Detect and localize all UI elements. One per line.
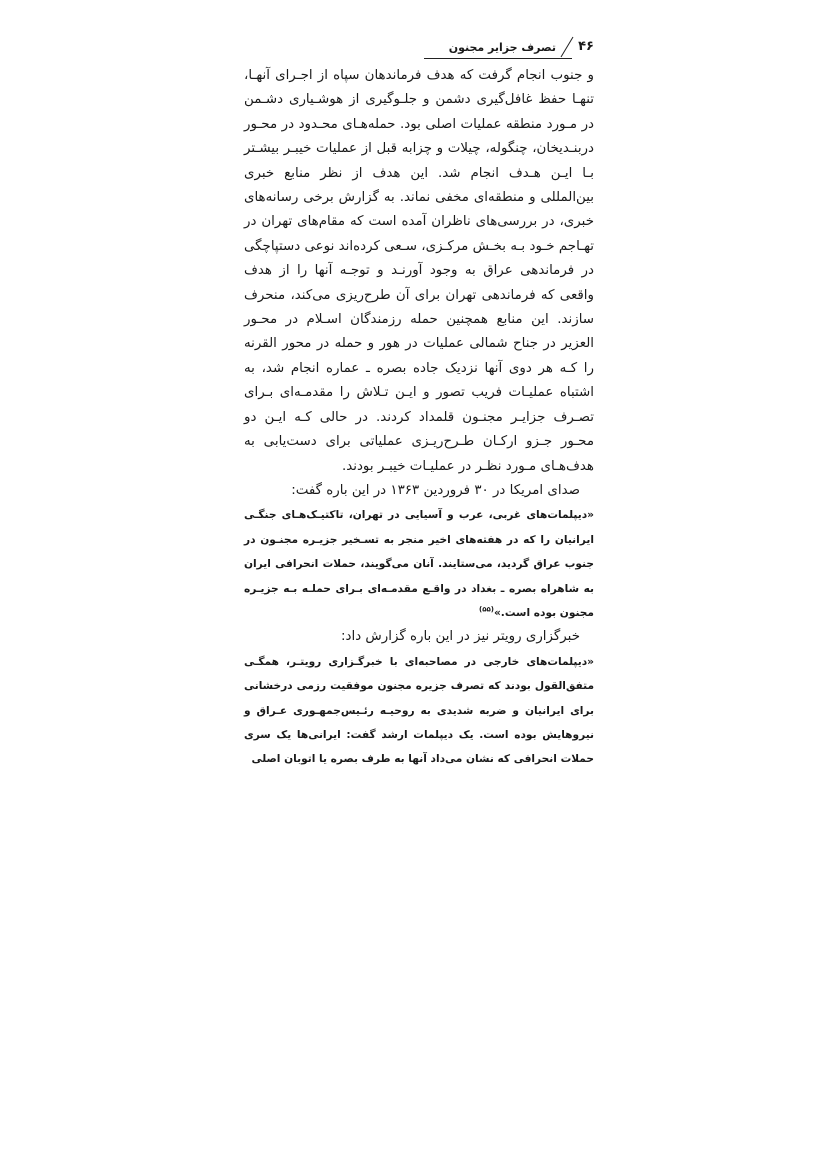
- header-rule: [424, 58, 572, 59]
- quote-text: «دیپلمات‌های غربی، عرب و آسیایی در تهران، تاکتیـک‌هـای جنگـی ایرانیان را که در هفته‌های اخیر منجر به تسـخیر جزیـره مجنـون در جنوب عراق گردید، می‌ستایند. آنان می‌گویند، حملات انحرافی ایران به شاهراه بصره ـ بغداد در واقـع مقدمـه‌ای بـرای حملـه بـه جزیـره مجنون بوده است.»: [244, 509, 594, 619]
- header-divider-slash-icon: [560, 36, 574, 58]
- reuters-intro-line: خبرگزاری رویتر نیز در این باره گزارش داد:: [341, 629, 580, 645]
- body-paragraph: و جنوب انجام گرفت که هدف فرماندهان سپاه از اجـرای آنهـا، تنهـا حفظ غافل‌گیری دشمن و جلـوگیری از هوشـیاری دشـمن در مـورد منطقه عملیات اصلی بود. حمله‌هـای محـدود در محـور دربنـدیخان، چنگوله، چیلات و چزابه قبل از عملیات خیبـر بیشـتر بـا ایـن هـدف انجام شد. این هدف از نظر منابع خبری بین‌المللی و منطقه‌ای مخفی نماند. به گزارش برخی رسانه‌های خبری، در بررسی‌های ناظران آمده است که مقام‌های تهران در تهـاجم خـود بـه بخـش مرکـزی، سـعی کرده‌اند نوعی دستپاچگی در فرماندهی عراق به وجود آورنـد و توجـه آنها را از هدف واقعی که فرماندهی تهران برای آن طرح‌ریزی می‌کند، منحرف سازند. این منابع همچنین حمله رزمندگان اسـلام در محـور العزیر در جناح شمالی عملیات در هور و حمله در محور القرنه را کـه هر دوی آنها نزدیک جاده بصره ـ عماره انجام شد، به اشتباه عملیـات فریب تصور و ایـن تـلاش را مقدمـه‌ای بـرای تصـرف جزایـر مجنـون قلمداد کردند. در حالی کـه ایـن دو محـور جـزو ارکـان طـرح‌ریـزی عملیاتی برای دست‌یابی به هدف‌هـای مـورد نظـر در عملیـات خیبـر بودند.: [244, 68, 594, 474]
- quote-block-reuters: «دیپلمات‌های خارجی در مصاحبه‌ای با خبرگـزاری رویتـر، همگـی متفق‌القول بودند که تصرف جزیره مجنون موفقیت رزمی درخشانی برای ایرانیان و ضربه شدیدی به روحیـه رئـیس‌جمهـوری عـراق و نیروهایش بوده است. یک دیپلمات ارشد گفت: ایرانی‌ها یک سری حملات انحرافی که نشان می‌داد آنها به طرف بصره یا اتوبان اصلی: [244, 655, 594, 766]
- running-header: [244, 36, 594, 60]
- book-title: تصرف جزایر مجنون: [448, 41, 556, 54]
- voa-intro-line: صدای امریکا در ۳۰ فروردین ۱۳۶۳ در این باره گفت:: [291, 482, 580, 498]
- page-number: ۴۶: [578, 39, 594, 54]
- book-page: [244, 36, 594, 772]
- footnote-reference: (۵۵): [479, 605, 494, 614]
- quote-block-voa: [244, 503, 594, 625]
